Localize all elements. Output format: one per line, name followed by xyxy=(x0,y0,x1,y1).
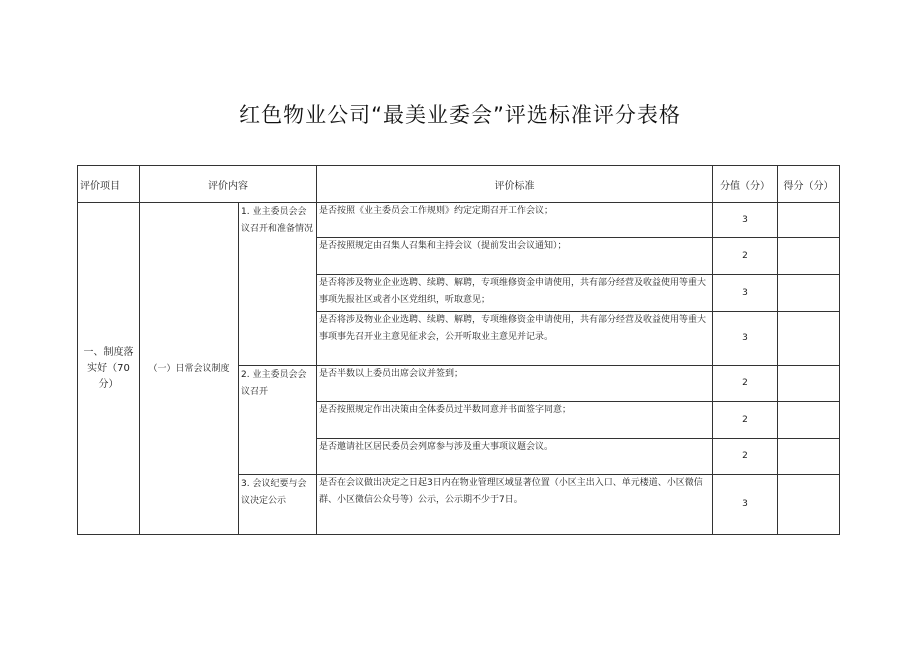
standard-cell: 是否邀请社区居民委员会列席参与涉及重大事项议题会议。 xyxy=(317,439,713,475)
score-cell: 3 xyxy=(713,203,778,238)
score-cell: 2 xyxy=(713,402,778,439)
got-score-cell[interactable] xyxy=(778,312,840,366)
header-score: 分值（分） xyxy=(713,166,778,203)
evaluation-point: 3. 会议纪要与会议决定公示 xyxy=(239,475,317,535)
standard-cell: 是否在会议做出决定之日起3日内在物业管理区域显著位置（小区主出入口、单元楼道、小区微信群、小区微信公众号等）公示，公示期不少于7日。 xyxy=(317,475,713,535)
got-score-cell[interactable] xyxy=(778,475,840,535)
got-score-cell[interactable] xyxy=(778,366,840,402)
standard-cell: 是否按照《业主委员会工作规则》约定定期召开工作会议； xyxy=(317,203,713,238)
evaluation-point: 2. 业主委员会会议召开 xyxy=(239,366,317,475)
got-score-cell[interactable] xyxy=(778,275,840,312)
score-cell: 2 xyxy=(713,366,778,402)
got-score-cell[interactable] xyxy=(778,203,840,238)
score-cell: 2 xyxy=(713,238,778,275)
table-row xyxy=(78,203,840,238)
standard-cell: 是否半数以上委员出席会议并签到； xyxy=(317,366,713,402)
score-cell: 3 xyxy=(713,312,778,366)
evaluation-point: 1. 业主委员会会议召开和准备情况 xyxy=(239,203,317,366)
standard-cell: 是否按照规定由召集人召集和主持会议（提前发出会议通知）； xyxy=(317,238,713,275)
page-title: 红色物业公司“最美业委会”评选标准评分表格 xyxy=(239,103,681,127)
header-item: 评价项目 xyxy=(78,166,140,203)
standard-cell: 是否将涉及物业企业选聘、续聘、解聘，专项维修资金申请使用，共有部分经营及收益使用等重大事项事先召开业主意见征求会，公开听取业主意见并记录。 xyxy=(317,312,713,366)
standard-cell: 是否将涉及物业企业选聘、续聘、解聘，专项维修资金申请使用，共有部分经营及收益使用等重大事项先报社区或者小区党组织，听取意见； xyxy=(317,275,713,312)
score-cell: 3 xyxy=(713,475,778,535)
score-cell: 2 xyxy=(713,439,778,475)
score-cell: 3 xyxy=(713,275,778,312)
evaluation-item: 一、制度落实好（70分） xyxy=(78,203,140,535)
header-content: 评价内容 xyxy=(140,166,317,203)
header-got: 得分（分） xyxy=(778,166,840,203)
scoring-table xyxy=(77,165,840,535)
header-standard: 评价标准 xyxy=(317,166,713,203)
evaluation-subcategory: （一）日常会议制度 xyxy=(140,203,239,535)
got-score-cell[interactable] xyxy=(778,439,840,475)
table-header-row xyxy=(78,166,840,203)
got-score-cell[interactable] xyxy=(778,402,840,439)
got-score-cell[interactable] xyxy=(778,238,840,275)
standard-cell: 是否按照规定作出决策由全体委员过半数同意并书面签字同意； xyxy=(317,402,713,439)
